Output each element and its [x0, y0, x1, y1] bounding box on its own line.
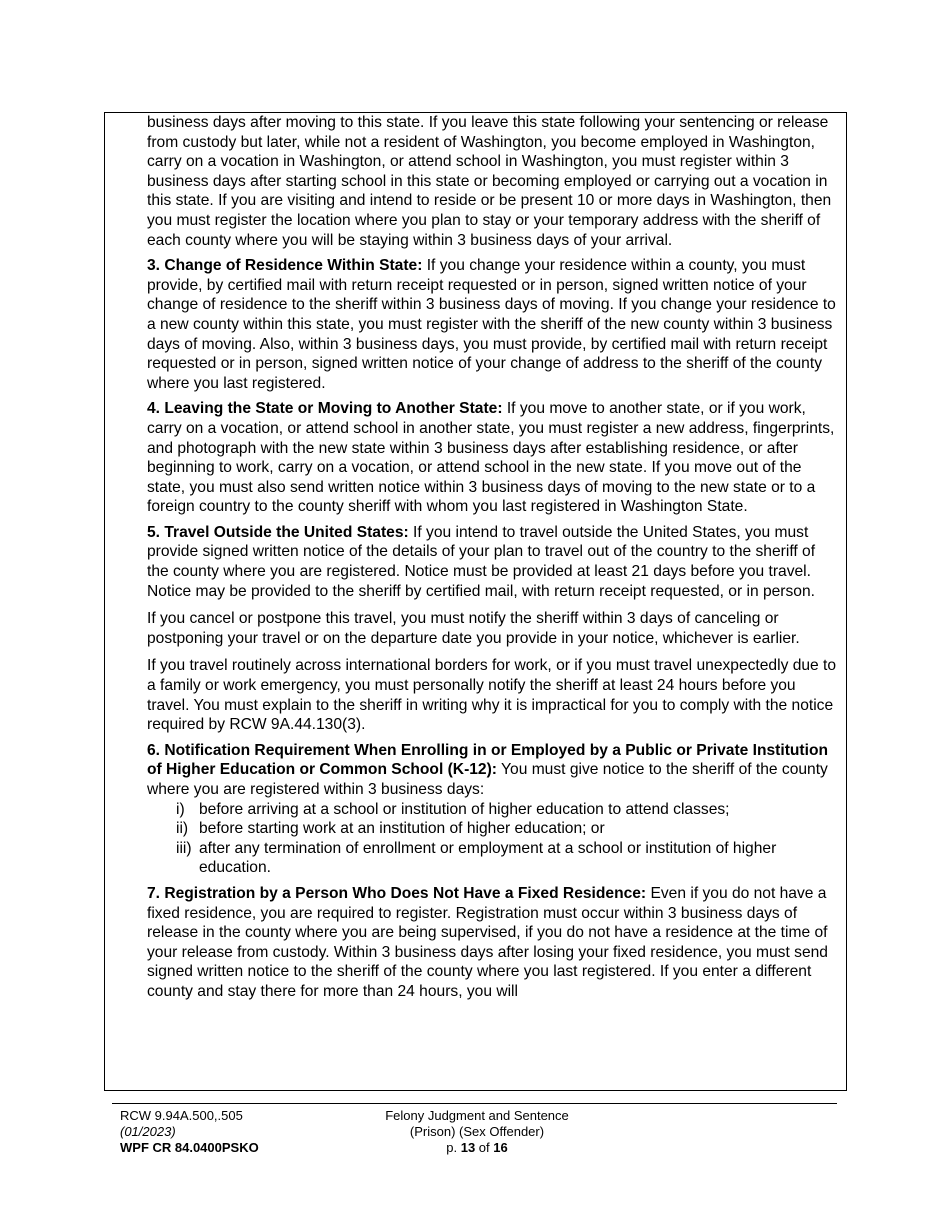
section-3-text: If you change your residence within a county, you must provide, by certified mail with return receipt requested or in person, signed written notice of your change of residence to the sheriff within 3 business days of moving. If you change your residence to a new county within this state, you must register with the sheriff of the new county within 3 business days of moving. Also, within 3 business days, you must provide, by certified mail with return receipt requested or in person, signed written notice of your change of address to the sheriff of the county where you last registered. — [147, 257, 836, 392]
section-7-heading: 7. Registration by a Person Who Does Not Have a Fixed Residence: — [147, 884, 647, 902]
list-item-text: after any termination of enrollment or employment at a school or institution of higher education. — [199, 839, 777, 877]
list-item — [147, 800, 841, 820]
footer-divider — [112, 1103, 837, 1104]
section-6-text: You must give notice to the sheriff of the county where you are registered within 3 business days: — [147, 761, 828, 798]
section-6-list — [147, 800, 841, 878]
footer-rcw: RCW 9.94A.500,.505 — [120, 1108, 243, 1123]
list-marker: iii) — [176, 839, 192, 857]
footer-title-line2: (Prison) (Sex Offender) — [409, 1124, 545, 1139]
content-frame — [104, 112, 847, 1091]
current-page: 13 — [460, 1140, 476, 1155]
total-pages: 16 — [493, 1140, 508, 1155]
list-item — [147, 839, 841, 878]
section-4-heading: 4. Leaving the State or Moving to Another State: — [147, 400, 503, 418]
footer-title-line1: Felony Judgment and Sentence — [385, 1108, 569, 1123]
section-5-routine-travel-paragraph: If you travel routinely across international borders for work, or if you must travel unexpectedly due to a family or work emergency, you must personally notify the sheriff at least 24 hours before you travel. You must explain to the sheriff in writing why it is impractical for you to comply with the notice required by RCW 9A.44.130(3). — [147, 657, 837, 734]
page-number: p. 13 of 16 — [446, 1140, 508, 1155]
list-item — [147, 819, 841, 839]
list-item-text: before arriving at a school or institution of higher education to attend classes; — [199, 800, 730, 818]
footer-document-title — [352, 1108, 602, 1156]
section-5 — [147, 523, 841, 601]
section-4 — [147, 399, 841, 517]
list-marker: ii) — [176, 820, 189, 838]
section-6 — [147, 741, 841, 800]
section-5-cancel-paragraph: If you cancel or postpone this travel, you must notify the sheriff within 3 days of canceling or postponing your travel or on the departure date you provide in your notice, whichever is earlier. — [147, 610, 800, 647]
section-6-heading: 6. Notification Requirement When Enrolling in or Employed by a Public or Private Institution of Higher Education or Common School (K-12): — [147, 741, 828, 779]
footer-form-info — [120, 1108, 259, 1156]
section-3 — [147, 256, 841, 393]
section-3-heading: 3. Change of Residence Within State: — [147, 257, 423, 275]
section-7-text: Even if you do not have a fixed residence, you are required to register. Registration must occur within 3 business days of release in the county where you are being supervised, if you do not have a residence at the time of your release from custody. Within 3 business days after losing your fixed residence, you must send signed written notice to the sheriff of the county where you last registered. If you enter a different county and stay there for more than 24 hours, you will — [147, 884, 828, 1000]
section-5-heading: 5. Travel Outside the United States: — [147, 523, 409, 541]
section-7 — [147, 884, 841, 1002]
footer-form-number: WPF CR 84.0400PSKO — [120, 1140, 259, 1155]
section-5-text: If you intend to travel outside the United States, you must provide signed written notice of the details of your plan to travel out of the country to the sheriff of the county where you are registered. Notice must be provided at least 21 days before you travel. Notice may be provided to the sheriff by certified mail, with return receipt requested, or in person. — [147, 523, 816, 600]
section-4-text: If you move to another state, or if you work, carry on a vocation, or attend school in another state, you must register a new address, fingerprints, and photograph with the new state within 3 business days after establishing residence, or after beginning to work, carry on a vocation, or attend school in the new state. If you move out of the state, you must also send written notice within 3 business days of moving to the new state or to a foreign country to the county sheriff with whom you last registered in Washington State. — [147, 400, 835, 516]
document-body — [147, 113, 841, 1008]
continued-paragraph: business days after moving to this state. If you leave this state following your sentencing or release from custody but later, while not a resident of Washington, you become employed in Washington, carry on a vocation in Washington, or attend school in Washington, you must register within 3 business days after starting school in this state or becoming employed or carrying out a vocation in this state. If you are visiting and intend to reside or be present 10 or more days in Washington, then you must register the location where you plan to stay or your temporary address with the sheriff of each county where you will be staying within 3 business days of your arrival. — [147, 114, 832, 249]
list-item-text: before starting work at an institution of higher education; or — [199, 820, 605, 838]
list-marker: i) — [176, 800, 185, 818]
footer-date: (01/2023) — [120, 1124, 176, 1139]
